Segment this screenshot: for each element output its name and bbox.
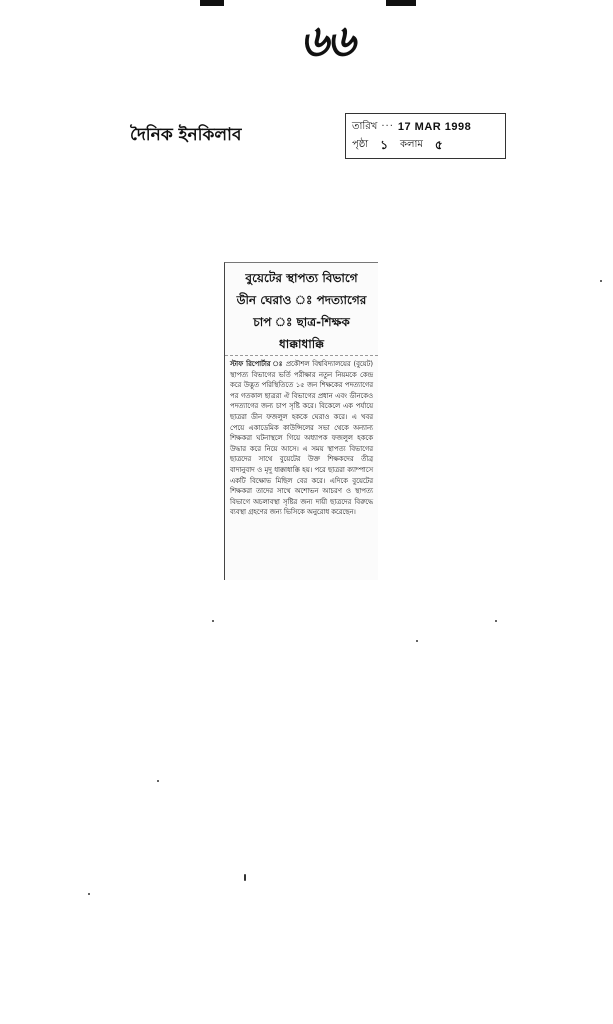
- stamp-date-row: [352, 118, 499, 136]
- stamp-column-value: ৫: [434, 138, 443, 152]
- stamp-page-label: পৃষ্ঠা: [352, 139, 369, 150]
- article-headline: [225, 263, 378, 356]
- top-edge-mark-right: [386, 0, 416, 6]
- article-text: প্রকৌশল বিশ্ববিদ্যালয়ের (বুয়েট) স্থাপত্য বিভাগের ভর্তি পরীক্ষার নতুন নিয়মকে কেন্দ্র করে উদ্ভূত পরিস্থিতিতে ১৫ জন শিক্ষকের পদত্যাগের পর গতকাল ছাত্ররা ঐ বিভাগের প্রধান এবং ডীনকেও পদত্যাগের জন্য চাপ সৃষ্টি করে। বিকেলে এক পর্যায়ে ছাত্ররা ডীন ফজলুল হককে ঘেরাও করে। এ খবর পেয়ে একাডেমিক কাউন্সিলের সভা থেকে অন্যান্য শিক্ষকরা ঘটনাস্থলে গিয়ে অধ্যাপক ফজলুল হককে উদ্ধার করে নিয়ে আসে। এ সময় স্থাপত্য বিভাগের ছাত্রদের সাথে বুয়েটের উক্ত শিক্ষকদের তীব্র বাদানুবাদ ও মৃদু ধাক্কাধাক্কি হয়। পরে ছাত্ররা ক্যাম্পাসে একটি বিক্ষোভ মিছিল বের করে। এদিকে বুয়েটের শিক্ষকরা তাদের সাথে অশোভন আচরণ ও স্থাপত্য বিভাগে অচলাবস্থা সৃষ্টির জন্য দায়ী ছাত্রদের বিরুদ্ধে ব্যবস্থা গ্রহণের জন্য ভিসিকে অনুরোধ করেছেন।: [230, 360, 373, 517]
- stamp-date-value: 17 MAR 1998: [397, 121, 472, 133]
- article-body: [225, 356, 378, 520]
- date-stamp: [345, 113, 506, 159]
- scan-speck: [495, 620, 497, 622]
- article-byline: স্টাফ রিপোর্টার ঃ: [230, 360, 284, 368]
- scan-speck: [244, 874, 246, 881]
- folio-number: ৬৬: [300, 16, 354, 67]
- stamp-dots: ···: [381, 121, 394, 132]
- headline-line-1: বুয়েটের স্থাপত্য বিভাগে: [245, 271, 358, 285]
- stamp-page-row: [352, 136, 499, 154]
- scan-speck: [88, 893, 90, 895]
- top-edge-mark-left: [200, 0, 224, 6]
- stamp-column-label: কলাম: [400, 139, 423, 150]
- scan-speck: [157, 780, 159, 782]
- stamp-page-value: ১: [380, 138, 388, 152]
- stamp-date-label: তারিখ: [352, 121, 378, 132]
- scan-speck: [416, 640, 418, 642]
- newspaper-clipping: [224, 262, 378, 580]
- headline-line-4: ধাক্কাধাক্কি: [279, 337, 324, 351]
- headline-line-3: চাপ ঃ ছাত্র-শিক্ষক: [253, 315, 350, 329]
- scan-speck: [212, 620, 214, 622]
- headline-line-2: ডীন ঘেরাও ঃ পদত্যাগের: [236, 293, 367, 307]
- newspaper-name: দৈনিক ইনকিলাব: [130, 125, 242, 145]
- scan-speck: [600, 280, 602, 282]
